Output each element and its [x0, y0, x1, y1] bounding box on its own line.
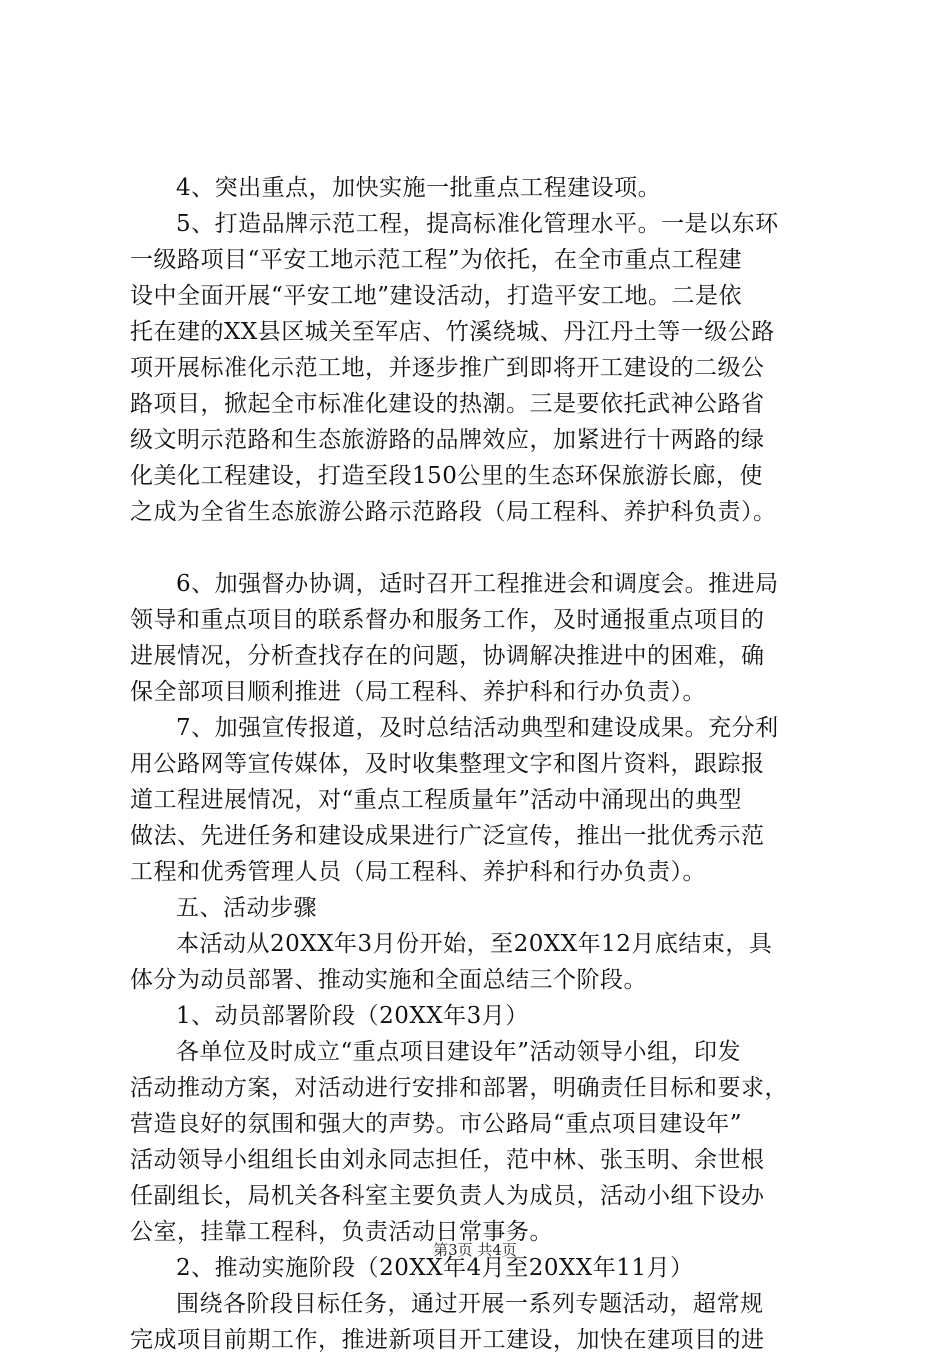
text-line: 完成项目前期工作，推进新项目开工建设，加快在建项目的进: [130, 1327, 765, 1353]
text-line: 化美化工程建设，打造至段150公里的生态环保旅游长廊，使: [130, 463, 763, 489]
subsection-heading: 2、推动实施阶段（20XX年4月至20XX年11月）: [176, 1255, 694, 1281]
text-line: 围绕各阶段目标任务，通过开展一系列专题活动，超常规: [176, 1291, 764, 1317]
text-line: 5、打造品牌示范工程，提高标准化管理水平。一是以东环: [176, 211, 779, 237]
section-heading: 五、活动步骤: [176, 895, 317, 921]
text-line: 体分为动员部署、推动实施和全面总结三个阶段。: [130, 967, 647, 993]
text-line: 一级路项目“平安工地示范工程”为依托，在全市重点工程建: [130, 247, 743, 273]
text-line: 各单位及时成立“重点项目建设年”活动领导小组，印发: [176, 1039, 742, 1065]
text-line: 级文明示范路和生态旅游路的品牌效应，加紧进行十两路的绿: [130, 427, 765, 453]
text-line: 任副组长，局机关各科室主要负责人为成员，活动小组下设办: [130, 1183, 765, 1209]
text-line: 保全部项目顺利推进（局工程科、养护科和行办负责）。: [130, 679, 706, 705]
text-line: 活动推动方案，对活动进行安排和部署，明确责任目标和要求，: [130, 1075, 788, 1101]
text-line: 道工程进展情况，对“重点工程质量年”活动中涌现出的典型: [130, 787, 743, 813]
text-line: 工程和优秀管理人员（局工程科、养护科和行办负责）。: [130, 859, 706, 885]
text-line: 用公路网等宣传媒体，及时收集整理文字和图片资料，跟踪报: [130, 751, 765, 777]
text-line: 本活动从20XX年3月份开始，至20XX年12月底结束，具: [176, 931, 773, 957]
subsection-heading: 1、动员部署阶段（20XX年3月）: [176, 1003, 529, 1029]
text-line: 托在建的XX县区城关至军店、竹溪绕城、丹江丹土等一级公路: [130, 319, 775, 345]
text-line: 领导和重点项目的联系督办和服务工作，及时通报重点项目的: [130, 607, 765, 633]
paragraph-gap: [130, 530, 830, 566]
text-line: 6、加强督办协调，适时召开工程推进会和调度会。推进局: [176, 571, 779, 597]
text-line: 4、突出重点，加快实施一批重点工程建设项。: [176, 175, 662, 201]
page-footer: 第3页 共4页: [433, 1241, 517, 1259]
text-line: 项开展标准化示范工地，并逐步推广到即将开工建设的二级公: [130, 355, 765, 381]
document-body: [130, 170, 830, 1358]
text-line: 进展情况，分析查找存在的问题，协调解决推进中的困难，确: [130, 643, 765, 669]
text-line: 活动领导小组组长由刘永同志担任，范中林、张玉明、余世根: [130, 1147, 765, 1173]
text-line: 之成为全省生态旅游公路示范路段（局工程科、养护科负责）。: [130, 499, 777, 525]
text-line: 营造良好的氛围和强大的声势。市公路局“重点项目建设年”: [130, 1111, 743, 1137]
text-line: 做法、先进任务和建设成果进行广泛宣传，推出一批优秀示范: [130, 823, 765, 849]
text-line: 7、加强宣传报道，及时总结活动典型和建设成果。充分利: [176, 715, 779, 741]
text-line: 公室，挂靠工程科，负责活动日常事务。: [130, 1219, 553, 1245]
text-line: 路项目，掀起全市标准化建设的热潮。三是要依托武神公路省: [130, 391, 765, 417]
text-line: 设中全面开展“平安工地”建设活动，打造平安工地。二是依: [130, 283, 743, 309]
